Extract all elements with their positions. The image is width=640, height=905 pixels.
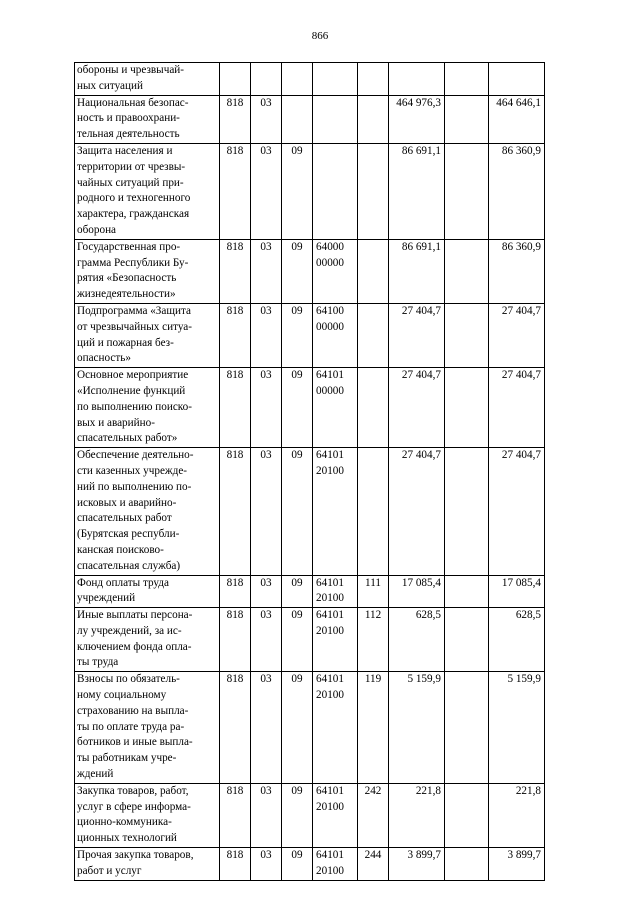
amount-year-2: 5 159,9 [489,672,545,784]
section-code: 03 [251,608,282,672]
expense-type-code [358,63,389,96]
subsection-code: 09 [282,672,313,784]
amount-year-1: 86 691,1 [389,239,445,303]
subsection-code [282,95,313,143]
target-article-code: 64101 20100 [313,448,358,575]
subsection-code: 09 [282,448,313,575]
expense-type-code: 111 [358,575,389,608]
table-row [75,448,545,575]
row-description: Фонд оплаты труда учреждений [75,575,220,608]
target-article-code: 64100 00000 [313,303,358,367]
section-code: 03 [251,848,282,881]
subsection-code: 09 [282,143,313,239]
row-description: Защита населения и территории от чрезвы- чайных ситуаций при- родного и техногенного характера, гражданская оборона [75,143,220,239]
expense-type-code: 119 [358,672,389,784]
amount-year-1: 27 404,7 [389,368,445,448]
budget-table [74,62,545,881]
page-number: 866 [311,30,329,42]
amount-year-2: 221,8 [489,783,545,847]
section-code: 03 [251,783,282,847]
section-code: 03 [251,303,282,367]
ministry-code: 818 [220,783,251,847]
ministry-code: 818 [220,368,251,448]
amount-year-1: 221,8 [389,783,445,847]
table-row [75,63,545,96]
subsection-code [282,63,313,96]
target-article-code: 64101 20100 [313,848,358,881]
row-description: Государственная про- грамма Республики Бу- рятия «Безопасность жизнедеятельности» [75,239,220,303]
row-description: Обеспечение деятельно- сти казенных учрежде- ний по выполнению по- исковых и аварийно- спасательных работ (Бурятская республи- канская поисково- спасательная служба) [75,448,220,575]
amount-year-2: 628,5 [489,608,545,672]
table-row [75,368,545,448]
ministry-code: 818 [220,575,251,608]
row-description: Подпрограмма «Защита от чрезвычайных ситуа- ций и пожарная без- опасность» [75,303,220,367]
ministry-code: 818 [220,239,251,303]
expense-type-code [358,448,389,575]
amount-year-2: 86 360,9 [489,143,545,239]
amount-year-1: 5 159,9 [389,672,445,784]
amount-year-2 [489,63,545,96]
table-row [75,143,545,239]
ministry-code: 818 [220,608,251,672]
empty-cell [445,672,489,784]
ministry-code: 818 [220,448,251,575]
section-code: 03 [251,368,282,448]
section-code: 03 [251,95,282,143]
ministry-code: 818 [220,95,251,143]
target-article-code: 64101 00000 [313,368,358,448]
target-article-code [313,63,358,96]
expense-type-code [358,95,389,143]
row-description: Основное мероприятие «Исполнение функций по выполнению поиско- вых и аварийно- спасательных работ» [75,368,220,448]
amount-year-1: 27 404,7 [389,303,445,367]
empty-cell [445,575,489,608]
empty-cell [445,848,489,881]
amount-year-1: 17 085,4 [389,575,445,608]
amount-year-2: 27 404,7 [489,303,545,367]
target-article-code [313,143,358,239]
amount-year-2: 86 360,9 [489,239,545,303]
empty-cell [445,95,489,143]
ministry-code: 818 [220,672,251,784]
target-article-code: 64101 20100 [313,672,358,784]
amount-year-2: 17 085,4 [489,575,545,608]
subsection-code: 09 [282,303,313,367]
subsection-code: 09 [282,783,313,847]
subsection-code: 09 [282,239,313,303]
target-article-code [313,95,358,143]
expense-type-code [358,368,389,448]
section-code: 03 [251,143,282,239]
empty-cell [445,63,489,96]
section-code [251,63,282,96]
ministry-code: 818 [220,143,251,239]
amount-year-1 [389,63,445,96]
subsection-code: 09 [282,608,313,672]
empty-cell [445,608,489,672]
empty-cell [445,368,489,448]
expense-type-code: 244 [358,848,389,881]
subsection-code: 09 [282,368,313,448]
section-code: 03 [251,448,282,575]
ministry-code [220,63,251,96]
amount-year-1: 27 404,7 [389,448,445,575]
expense-type-code [358,143,389,239]
ministry-code: 818 [220,303,251,367]
subsection-code: 09 [282,848,313,881]
amount-year-1: 3 899,7 [389,848,445,881]
table-row [75,239,545,303]
section-code: 03 [251,575,282,608]
table-row [75,672,545,784]
empty-cell [445,448,489,575]
amount-year-2: 27 404,7 [489,448,545,575]
expense-type-code: 242 [358,783,389,847]
target-article-code: 64000 00000 [313,239,358,303]
table-row [75,608,545,672]
amount-year-1: 86 691,1 [389,143,445,239]
ministry-code: 818 [220,848,251,881]
target-article-code: 64101 20100 [313,608,358,672]
empty-cell [445,303,489,367]
amount-year-1: 628,5 [389,608,445,672]
empty-cell [445,143,489,239]
amount-year-2: 27 404,7 [489,368,545,448]
row-description: Национальная безопас- ность и правоохрани- тельная деятельность [75,95,220,143]
amount-year-2: 464 646,1 [489,95,545,143]
row-description: Иные выплаты персона- лу учреждений, за ис- ключением фонда опла- ты труда [75,608,220,672]
table-row [75,848,545,881]
subsection-code: 09 [282,575,313,608]
row-description: Закупка товаров, работ, услуг в сфере информа- ционно-коммуника- ционных технологий [75,783,220,847]
target-article-code: 64101 20100 [313,783,358,847]
empty-cell [445,783,489,847]
target-article-code: 64101 20100 [313,575,358,608]
section-code: 03 [251,672,282,784]
section-code: 03 [251,239,282,303]
table-row [75,783,545,847]
table-row [75,95,545,143]
row-description: Взносы по обязатель- ному социальному страхованию на выпла- ты по оплате труда ра- ботников и иные выпла- ты работникам учре- ждений [75,672,220,784]
amount-year-1: 464 976,3 [389,95,445,143]
empty-cell [445,239,489,303]
expense-type-code [358,303,389,367]
expense-type-code: 112 [358,608,389,672]
amount-year-2: 3 899,7 [489,848,545,881]
row-description: обороны и чрезвычай- ных ситуаций [75,63,220,96]
table-row [75,575,545,608]
expense-type-code [358,239,389,303]
table-row [75,303,545,367]
row-description: Прочая закупка товаров, работ и услуг [75,848,220,881]
